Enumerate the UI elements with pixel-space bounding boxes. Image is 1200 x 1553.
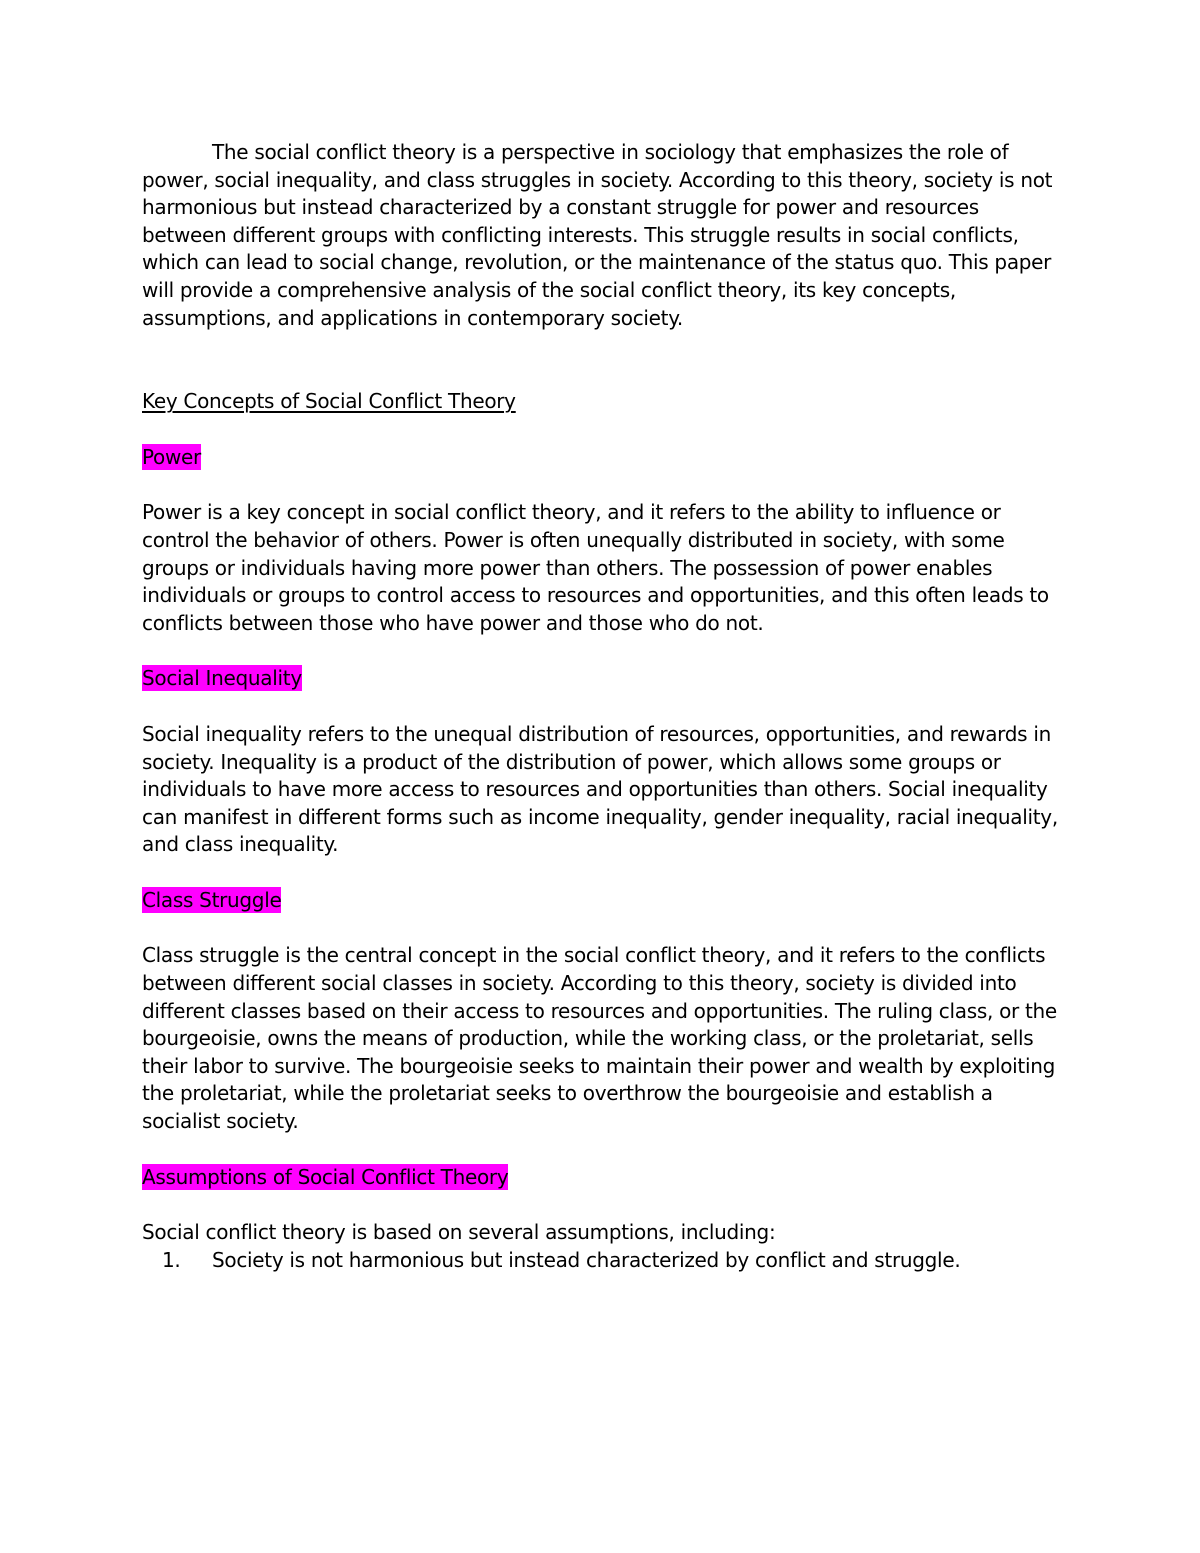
heading-social-inequality [142,665,1060,693]
list-item [142,1247,1060,1275]
intro-paragraph: The social conflict theory is a perspective in sociology that emphasizes the role of power, social inequality, and class struggles in society. According to this theory, society is not harmonious but instead characterized by a constant struggle for power and resources between different groups with conflicting interests. This struggle results in social conflicts, which can lead to social change, revolution, or the maintenance of the status quo. This paper will provide a comprehensive analysis of the social conflict theory, its key concepts, assumptions, and applications in contemporary society. [142,140,1053,330]
paragraph-class-struggle: Class struggle is the central concept in the social conflict theory, and it refers to the conflicts between different social classes in society. According to this theory, society is divided into different classes based on their access to resources and opportunities. The ruling class, or the bourgeoisie, owns the means of production, while the working class, or the proletariat, sells their labor to survive. The bourgeoisie seeks to maintain their power and wealth by exploiting the proletariat, while the proletariat seeks to overthrow the bourgeoisie and establish a socialist society. [142,943,1057,1134]
paragraph-power: Power is a key concept in social conflict theory, and it refers to the ability to influence or control the behavior of others. Power is often unequally distributed in society, with some groups or individuals having more power than others. The possession of power enables individuals or groups to control access to resources and opportunities, and this often leads to conflicts between those who have power and those who do not. [142,500,1049,635]
list-item-text: Society is not harmonious but instead characterized by conflict and struggle. [212,1247,961,1272]
section-title-key-concepts: Key Concepts of Social Conflict Theory [142,389,516,414]
paragraph-social-inequality: Social inequality refers to the unequal distribution of resources, opportunities, and rewards in society. Inequality is a product of the distribution of power, which allows some groups or individuals to have more access to resources and opportunities than others. Social inequality can manifest in different forms such as income inequality, gender inequality, racial inequality, and class inequality. [142,721,1058,857]
list-item-number: 1. [162,1247,181,1272]
heading-assumptions-text: Assumptions of Social Conflict Theory [142,1164,509,1189]
document-body [142,139,1060,1274]
assumptions-list [142,1247,1060,1275]
heading-class-struggle-text: Class Struggle [142,887,282,912]
heading-class-struggle [142,887,1060,915]
heading-social-inequality-text: Social Inequality [142,666,302,691]
heading-power-text: Power [142,444,201,469]
heading-assumptions [142,1164,1060,1192]
heading-power [142,444,1060,472]
paragraph-assumptions-intro: Social conflict theory is based on several assumptions, including: [142,1220,776,1245]
